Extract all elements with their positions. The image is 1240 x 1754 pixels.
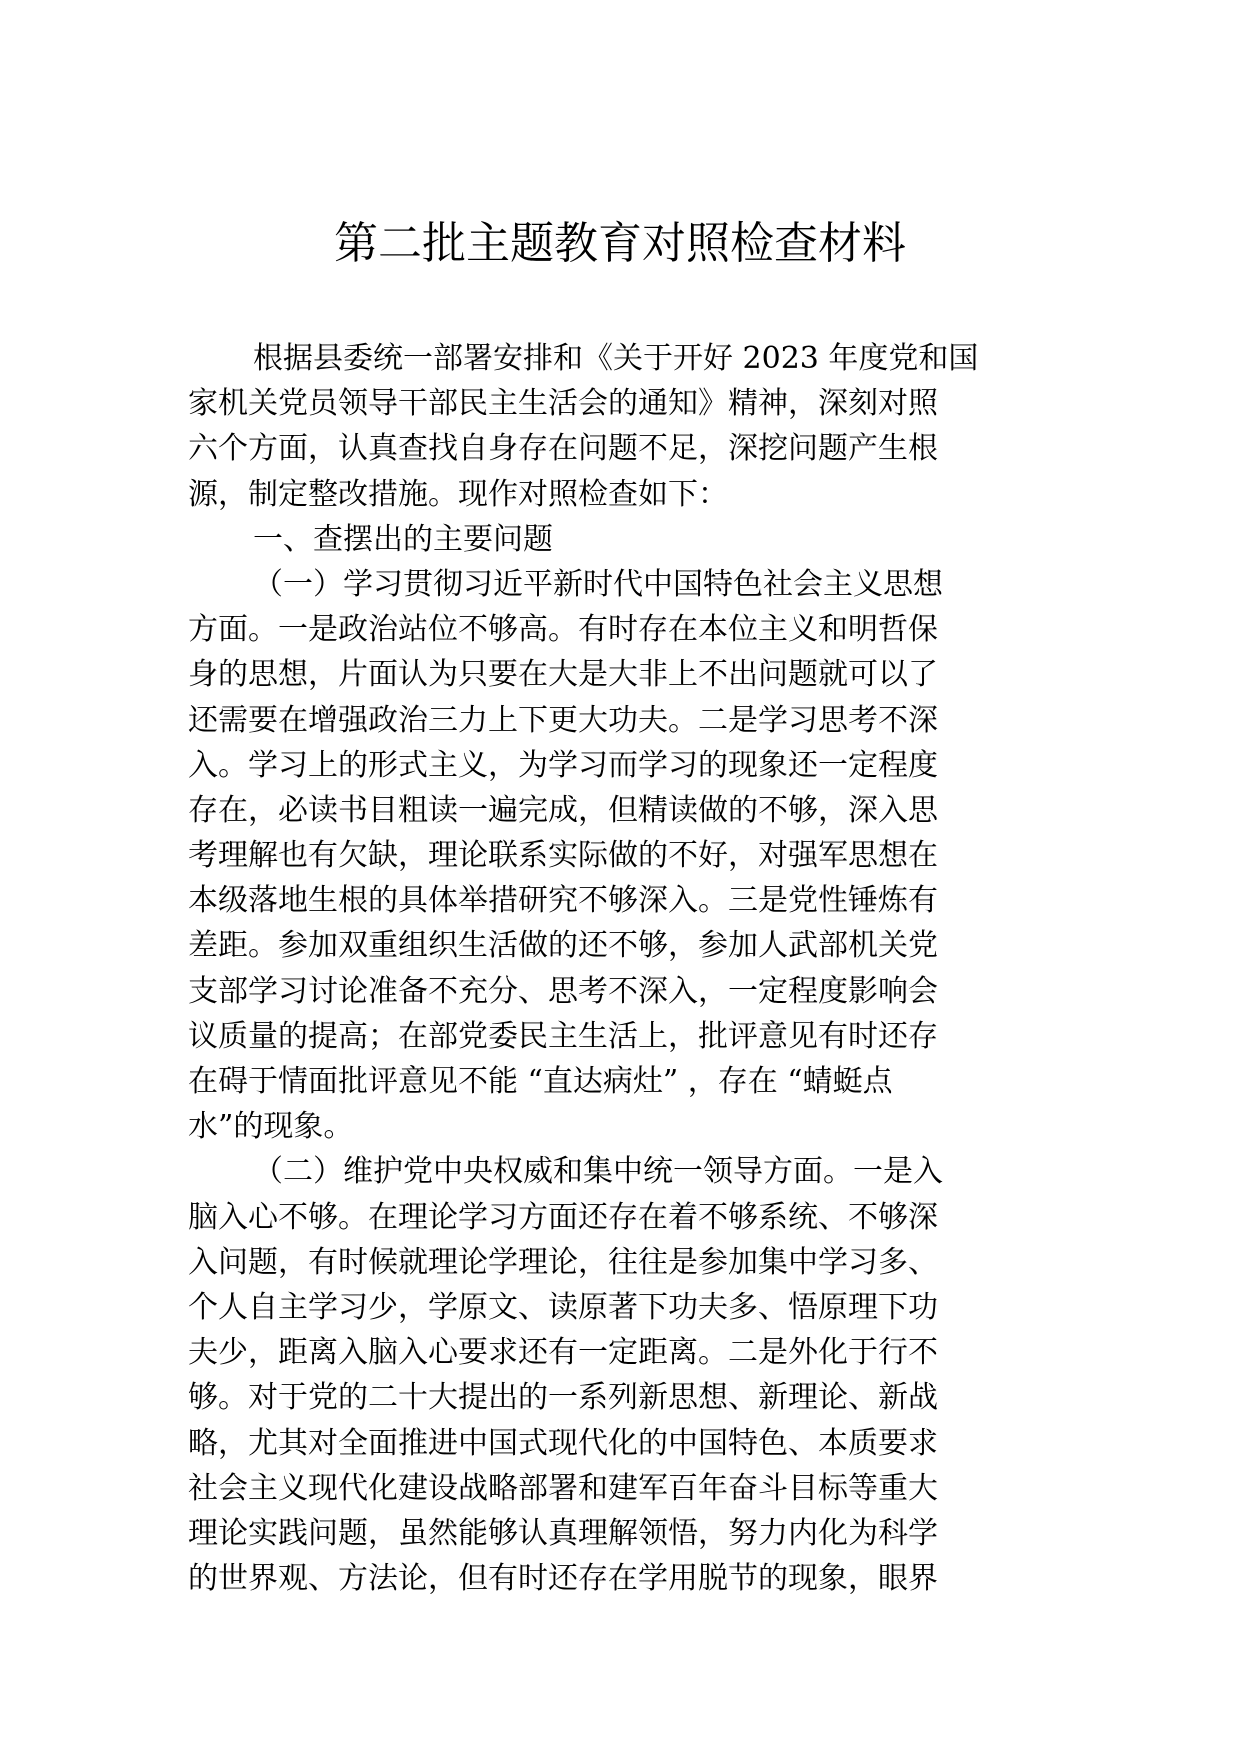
text-line: 理论实践问题，虽然能够认真理解领悟，努力内化为科学	[188, 1515, 938, 1551]
text-line: 在碍于情面批评意见不能 “直达病灶” ，存在 “蜻蜓点	[188, 1064, 893, 1099]
text-line: 入问题，有时候就理论学理论，往往是参加集中学习多、	[188, 1244, 938, 1280]
text-line: （一）学习贯彻习近平新时代中国特色社会主义思想	[253, 566, 943, 602]
text-line: 支部学习讨论准备不充分、思考不深入，一定程度影响会	[188, 973, 938, 1009]
text-line: 方面。一是政治站位不够高。有时存在本位主义和明哲保	[188, 612, 938, 648]
text-line: 水”的现象。	[188, 1109, 354, 1145]
text-line: 社会主义现代化建设战略部署和建军百年奋斗目标等重大	[188, 1470, 938, 1506]
text-line: 六个方面，认真查找自身存在问题不足，深挖问题产生根	[188, 431, 938, 467]
text-line: 存在，必读书目粗读一遍完成，但精读做的不够，深入思	[188, 792, 938, 828]
text-line: 的世界观、方法论，但有时还存在学用脱节的现象，眼界	[188, 1561, 938, 1597]
text-line: 根据县委统一部署安排和《关于开好 2023 年度党和国	[253, 341, 979, 376]
text-line: 个人自主学习少，学原文、读原著下功夫多、悟原理下功	[188, 1289, 938, 1325]
text-line: 考理解也有欠缺，理论联系实际做的不好，对强军思想在	[188, 838, 938, 874]
text-line: 家机关党员领导干部民主生活会的通知》精神，深刻对照	[188, 386, 938, 422]
text-line: 议质量的提高；在部党委民主生活上，批评意见有时还存	[188, 1018, 938, 1054]
text-line: 夫少，距离入脑入心要求还有一定距离。二是外化于行不	[188, 1335, 938, 1371]
text-line: 本级落地生根的具体举措研究不够深入。三是党性锤炼有	[188, 883, 938, 919]
text-line: 源，制定整改措施。现作对照检查如下：	[188, 476, 728, 512]
text-line: （二）维护党中央权威和集中统一领导方面。一是入	[253, 1154, 943, 1190]
text-line: 差距。参加双重组织生活做的还不够，参加人武部机关党	[188, 928, 938, 964]
text-line: 脑入心不够。在理论学习方面还存在着不够系统、不够深	[188, 1199, 938, 1235]
text-line: 还需要在增强政治三力上下更大功夫。二是学习思考不深	[188, 702, 938, 738]
text-line: 一、查摆出的主要问题	[253, 521, 553, 557]
text-line: 够。对于党的二十大提出的一系列新思想、新理论、新战	[188, 1380, 938, 1416]
document-title: 第二批主题教育对照检查材料	[334, 218, 906, 269]
text-line: 身的思想，片面认为只要在大是大非上不出问题就可以了	[188, 657, 938, 693]
text-line: 略，尤其对全面推进中国式现代化的中国特色、本质要求	[188, 1425, 938, 1461]
text-line: 入。学习上的形式主义，为学习而学习的现象还一定程度	[188, 747, 938, 783]
document-body	[188, 336, 1048, 1601]
